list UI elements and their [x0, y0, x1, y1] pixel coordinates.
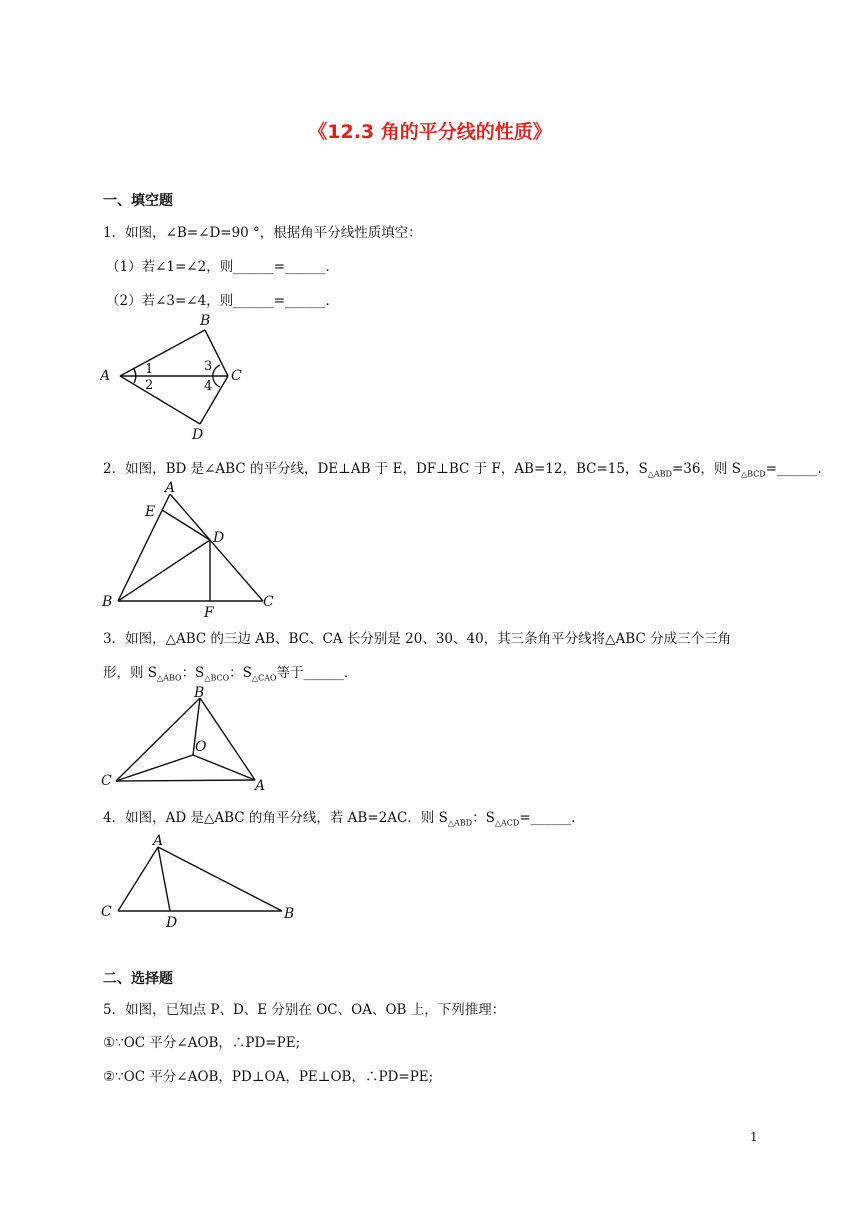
section-heading-fill-blank: 一、填空题: [103, 193, 173, 209]
q1-part1: （1）若∠1=∠2，则______=______．: [106, 259, 340, 275]
q3-label-c: C: [101, 773, 112, 789]
q3-segment-bc: [116, 698, 200, 781]
q2-segment-ac: [170, 494, 263, 601]
q2-label-e: E: [145, 504, 156, 520]
q3-figure: [100, 683, 275, 793]
q1-stem: 1．如图，∠B=∠D=90 °，根据角平分线性质填空：: [103, 225, 422, 241]
q4-subscript-acd: △ACD: [494, 818, 520, 828]
q2-label-b: B: [102, 594, 113, 610]
q1-label-2: 2: [145, 378, 154, 393]
q1-label-1: 1: [145, 362, 154, 377]
q3-subscript-bco: △BCO: [204, 673, 230, 683]
q5-item2: ②∵OC 平分∠AOB，PD⊥OA，PE⊥OB，∴PD=PE;: [103, 1069, 434, 1085]
q2-segment-bd: [118, 540, 210, 601]
q3-blank: 等于______．: [276, 665, 358, 681]
q2-stem: [103, 463, 831, 479]
q4-segment-ca: [118, 847, 158, 911]
q4-subscript-abd: △ABD: [447, 818, 473, 828]
q3-subscript-abo: △ABO: [157, 673, 182, 683]
page-number: 1: [750, 1130, 758, 1144]
q4-label-a: A: [153, 833, 164, 849]
q2-stem-blank: =______．: [765, 461, 831, 477]
q3-label-a: A: [255, 778, 266, 793]
q2-stem-text: 2．如图，BD 是∠ABC 的平分线，DE⊥AB 于 E，DF⊥BC 于 F，AB=12，BC=15，S: [103, 461, 648, 477]
q1-label-a: A: [100, 368, 111, 384]
q2-segment-de: [162, 510, 210, 540]
q1-label-4: 4: [204, 379, 213, 394]
q2-figure: [100, 480, 280, 620]
q4-stem: [103, 812, 585, 828]
q4-label-c: C: [101, 904, 112, 920]
q3-segment-co: [116, 755, 193, 781]
q3-separator-1: ：S: [181, 665, 205, 681]
q3-subscript-cao: △CAO: [251, 673, 277, 683]
q4-segment-ad: [158, 847, 170, 911]
q4-blank: =______．: [519, 810, 585, 826]
q1-figure: [100, 312, 245, 442]
q2-subscript-bcd: △BCD: [740, 469, 766, 479]
q3-segment-ao: [193, 755, 255, 780]
q2-stem-text-mid: =36，则 S: [671, 461, 741, 477]
page-title: 《12.3 角的平分线的性质》: [308, 121, 552, 143]
q1-part2: （2）若∠3=∠4，则______=______．: [106, 293, 340, 309]
q1-label-3: 3: [204, 359, 213, 374]
q2-label-c: C: [263, 594, 274, 610]
q5-stem: 5．如图，已知点 P、D、E 分别在 OC、OA、OB 上，下列推理：: [103, 1002, 506, 1018]
q3-line1: 3．如图，△ABC 的三边 AB、BC、CA 长分别是 20、30、40，其三条角平分线将△ABC 分成三个三角: [103, 631, 732, 647]
q1-label-d: D: [192, 427, 204, 442]
q3-segment-ca: [116, 780, 255, 781]
q1-segment-ab: [120, 330, 205, 376]
q3-label-o: O: [195, 739, 207, 755]
q4-text: 4．如图，AD 是△ABC 的角平分线，若 AB=2AC．则 S: [103, 810, 448, 826]
q4-label-b: B: [284, 906, 295, 922]
q2-label-f: F: [204, 605, 214, 620]
q2-label-a: A: [165, 480, 176, 496]
q3-segment-ba: [200, 698, 255, 780]
q1-label-c: C: [231, 368, 242, 384]
q4-figure: [100, 830, 300, 930]
q1-label-b: B: [200, 313, 211, 329]
q2-subscript-abd: △ABD: [647, 469, 672, 479]
q3-label-b: B: [194, 685, 205, 701]
q5-item1: ①∵OC 平分∠AOB，∴PD=PE;: [103, 1035, 301, 1051]
q3-separator-2: ：S: [229, 665, 252, 681]
q3-line2: [103, 667, 358, 683]
q4-segment-ab: [158, 847, 282, 911]
q4-separator: ：S: [472, 810, 495, 826]
q4-label-d: D: [166, 915, 178, 930]
section-heading-choice: 二、选择题: [103, 971, 173, 987]
q2-label-d: D: [213, 530, 225, 546]
q1-segment-ad: [120, 376, 200, 424]
q3-text: 形，则 S: [103, 665, 158, 681]
